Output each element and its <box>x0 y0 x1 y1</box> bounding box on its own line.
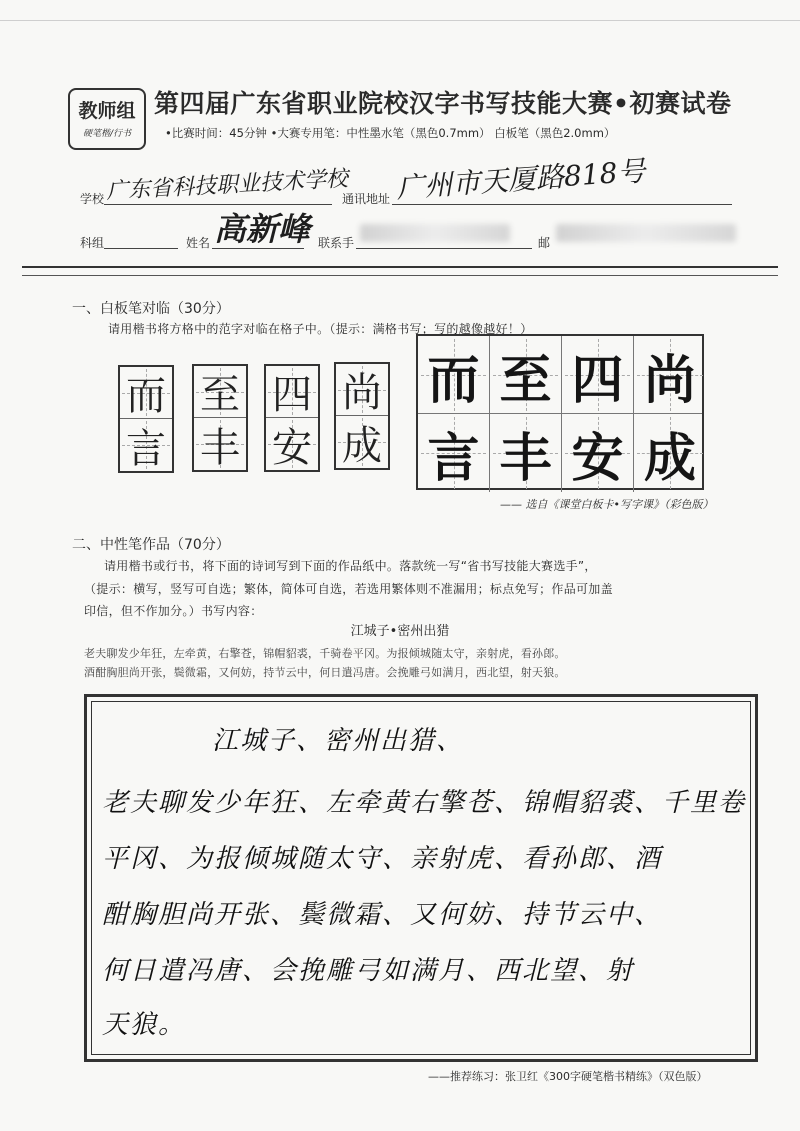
poem-title: 江城子•密州出猎 <box>350 624 450 639</box>
student-cell <box>266 366 318 418</box>
model-grid-midline <box>418 413 702 414</box>
exam-meta: •比赛时间：45分钟 •大赛专用笔：中性墨水笔（黑色0.7mm） 白板笔（黑色2.0mm） <box>165 126 616 140</box>
student-char: 安 <box>272 424 312 471</box>
model-char: 安 <box>571 428 624 489</box>
student-grid-col-3 <box>264 364 320 472</box>
model-cell <box>490 336 562 414</box>
student-char: 四 <box>272 372 312 418</box>
model-char: 而 <box>427 350 480 411</box>
section2-instruction-3: 印信，但不作加分。）书写内容： <box>84 604 263 618</box>
redacted-email <box>556 224 736 242</box>
work-line: 江城子、密州出猎、 <box>212 726 465 756</box>
student-cell <box>120 367 172 419</box>
section2-title: 二、中性笔作品（70分） <box>72 537 230 553</box>
redacted-phone <box>360 224 510 242</box>
model-char: 丰 <box>499 428 552 489</box>
work-line: 何日遣冯唐、会挽雕弓如满月、西北望、射 <box>102 956 635 986</box>
student-char: 言 <box>126 425 166 472</box>
contact-label: 联系手 <box>318 236 355 250</box>
work-line: 平冈、为报倾城随太守、亲射虎、看孙郎、酒 <box>102 844 663 874</box>
group-badge <box>68 88 146 150</box>
work-line: 老夫聊发少年狂、左牵黄右擎苍、锦帽貂裘、千里卷 <box>102 788 747 818</box>
model-cell <box>562 414 634 492</box>
work-paper-inner <box>91 701 751 1055</box>
address-underline <box>392 204 732 205</box>
model-cell <box>634 336 706 414</box>
work-line: 酣胸胆尚开张、鬓微霜、又何妨、持节云中、 <box>102 900 663 930</box>
email-label: 邮 <box>538 236 551 250</box>
model-char: 至 <box>499 350 552 411</box>
section1-instruction: 请用楷书将方格中的范字对临在格子中。（提示：满格书写；写的越像越好！） <box>108 322 533 336</box>
student-grid-col-2 <box>192 364 248 472</box>
poem-line-1: 老夫聊发少年狂，左牵黄，右擎苍，锦帽貂裘，千骑卷平冈。为报倾城随太守，亲射虎，看孙郎。 <box>84 647 566 660</box>
section1-source: —— 选自《课堂白板卡•写字课》（彩色版） <box>500 498 714 511</box>
student-cell <box>336 364 388 416</box>
group-subtitle: 硬笔楷/行书 <box>82 129 132 139</box>
student-char: 成 <box>342 422 382 469</box>
contact-underline <box>356 248 532 249</box>
student-cell <box>266 418 318 470</box>
student-char: 丰 <box>200 424 240 471</box>
student-char: 而 <box>126 373 166 419</box>
model-grid <box>416 334 704 490</box>
model-cell <box>490 414 562 492</box>
work-paper <box>84 694 758 1062</box>
subject-underline <box>104 248 178 249</box>
group-title: 教师组 <box>78 100 136 122</box>
section2-instruction-2: （提示：横写，竖写可自选；繁体，简体可自选，若选用繁体则不准漏用；标点免写；作品可加盖 <box>84 582 613 596</box>
model-cell <box>418 336 490 414</box>
footer-note: ——推荐练习：张卫红《300字硬笔楷书精练》（双色版） <box>428 1070 708 1083</box>
student-cell <box>120 419 172 471</box>
address-value: 广州市天厦路818号 <box>395 154 647 205</box>
model-char: 尚 <box>643 350 696 411</box>
section2-instruction-1: 请用楷书或行书，将下面的诗词写到下面的作品纸中。落款统一写“省书写技能大赛选手”， <box>104 559 597 573</box>
student-char: 尚 <box>342 370 382 416</box>
student-cell <box>194 418 246 470</box>
student-char: 至 <box>200 372 240 418</box>
student-grid-col-1 <box>118 365 174 473</box>
model-cell <box>418 414 490 492</box>
subject-label: 科组 <box>80 236 105 250</box>
name-label: 姓名 <box>186 236 211 250</box>
student-cell <box>336 416 388 468</box>
school-value: 广东省科技职业技术学校 <box>105 166 349 205</box>
model-cell <box>634 414 706 492</box>
header-divider <box>22 266 778 268</box>
model-char: 四 <box>571 350 624 411</box>
exam-title: 第四届广东省职业院校汉字书写技能大赛•初赛试卷 <box>154 89 732 118</box>
model-cell <box>562 336 634 414</box>
name-value: 高新峰 <box>214 210 311 248</box>
scan-crease <box>0 20 800 21</box>
header-divider-thin <box>22 275 778 276</box>
poem-line-2: 酒酣胸胆尚开张，鬓微霜，又何妨，持节云中，何日遣冯唐。会挽雕弓如满月，西北望，射天狼。 <box>84 666 566 679</box>
student-cell <box>194 366 246 418</box>
school-label: 学校 <box>80 192 105 206</box>
section1-title: 一、白板笔对临（30分） <box>72 301 230 317</box>
address-label: 通讯地址 <box>342 192 391 206</box>
work-line: 天狼。 <box>102 1010 187 1040</box>
model-char: 成 <box>643 428 696 489</box>
student-grid-col-4 <box>334 362 390 470</box>
model-char: 言 <box>427 428 480 489</box>
